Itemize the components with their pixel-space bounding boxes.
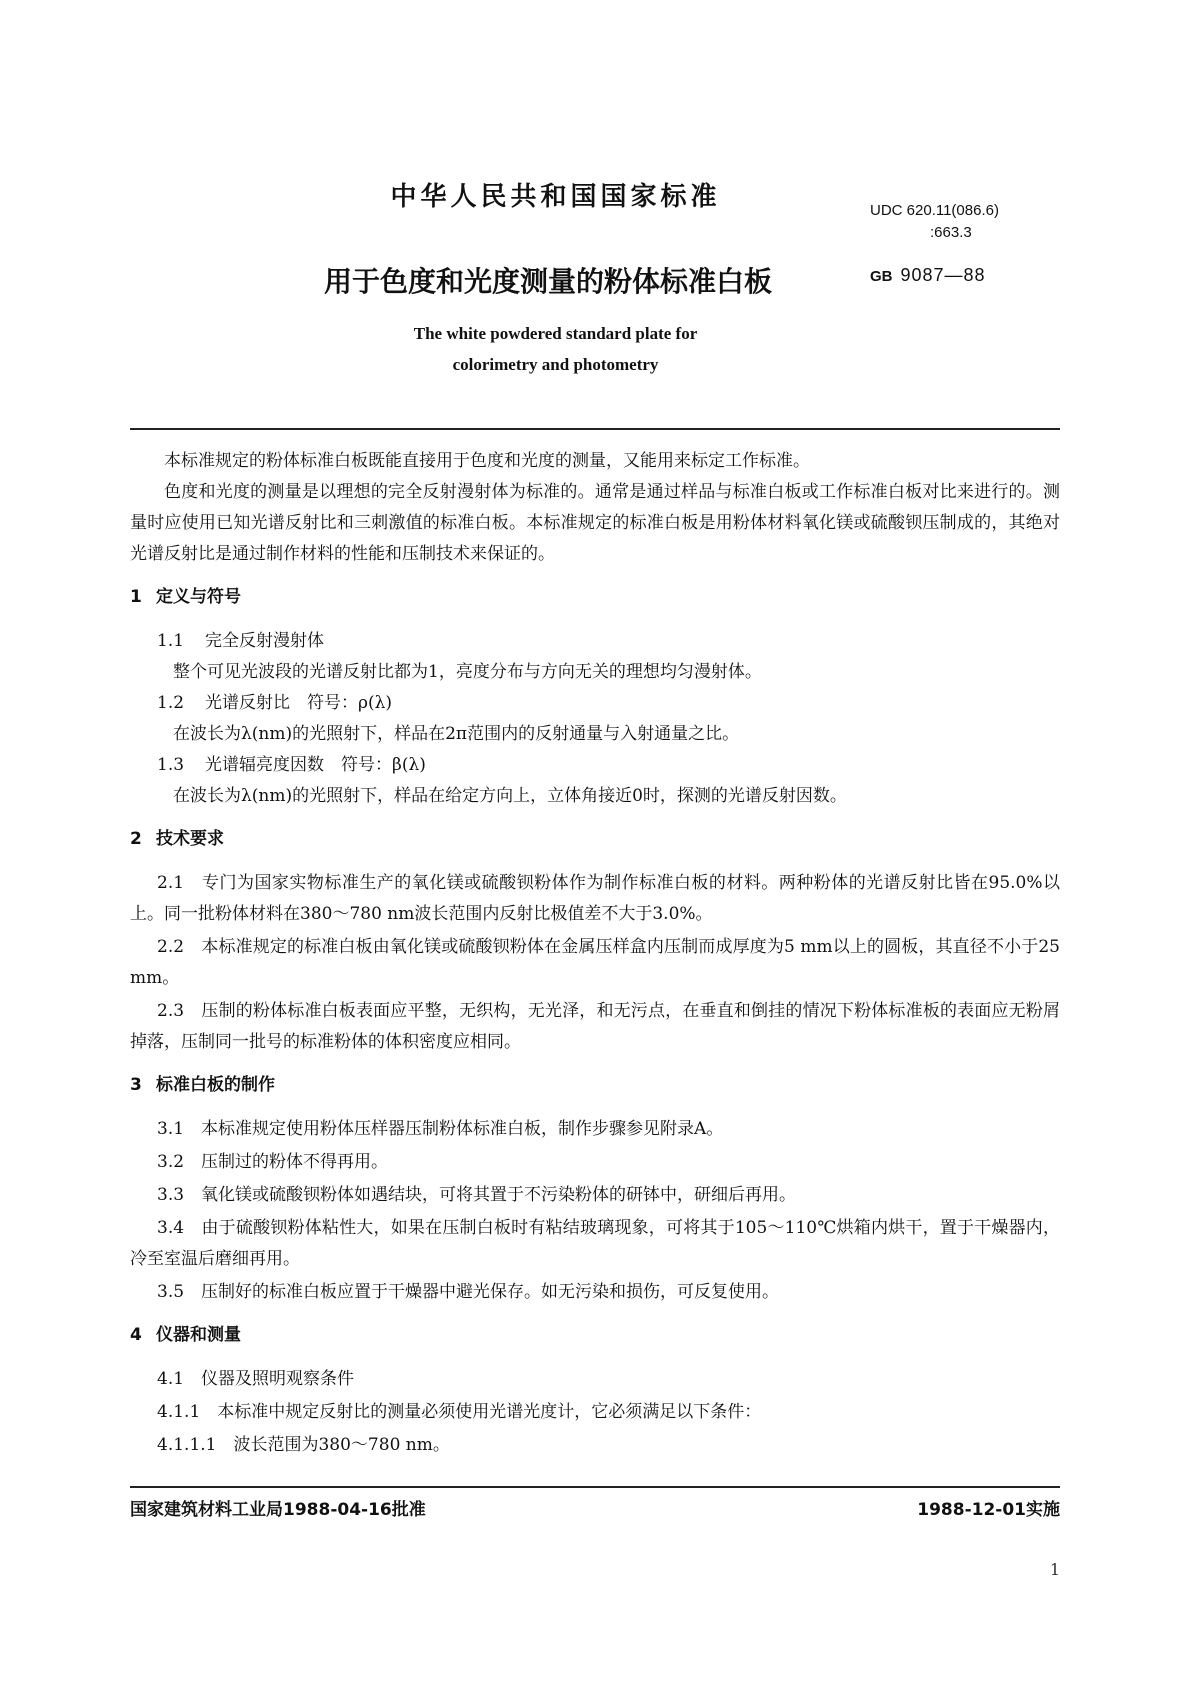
clause-text: 压制过的粉体不得再用。 <box>201 1152 389 1172</box>
section-number: 2 <box>130 829 142 849</box>
section-title: 仪器和测量 <box>156 1325 241 1345</box>
section-2-heading <box>130 824 1060 854</box>
intro-paragraph-2: 色度和光度的测量是以理想的完全反射漫射体为标准的。通常是通过样品与标准白板或工作标准白板对比来进行的。测量时应使用已知光谱反射比和三刺激值的标准白板。本标准规定的标准白板是用粉体材料氧化镁或硫酸钡压制成的，其绝对光谱反射比是通过制作材料的性能和压制技术来保证的。 <box>130 482 1060 564</box>
clause-text: 压制的粉体标准白板表面应平整，无织构，无光泽，和无污点，在垂直和倒挂的情况下粉体标准板的表面应无粉屑掉落，压制同一批号的标准粉体的体积密度应相同。 <box>130 1001 1061 1052</box>
clause-number: 4.1 <box>157 1369 185 1389</box>
section-number: 1 <box>130 587 142 607</box>
clause-2-2 <box>130 932 1060 994</box>
gb-number <box>870 265 986 286</box>
document-body <box>130 446 1060 1461</box>
clause-4-1-1-1 <box>130 1430 1060 1461</box>
header-divider <box>130 428 1060 430</box>
page-number: 1 <box>1049 1560 1060 1579</box>
section-3-heading <box>130 1070 1060 1100</box>
clause-label: 光谱反射比 符号：ρ(λ) <box>205 693 393 713</box>
clause-label: 光谱辐亮度因数 符号：β(λ) <box>205 755 426 775</box>
section-1-heading <box>130 582 1060 612</box>
clause-text: 氧化镁或硫酸钡粉体如遇结块，可将其置于不污染粉体的研钵中，研细后再用。 <box>201 1185 797 1205</box>
section-title: 标准白板的制作 <box>156 1075 275 1095</box>
clause-2-1 <box>130 868 1060 930</box>
clause-number: 3.1 <box>157 1119 185 1139</box>
gb-number-value: 9087—88 <box>900 265 986 285</box>
clause-number: 3.3 <box>157 1185 185 1205</box>
clause-text: 本标准规定的标准白板由氧化镁或硫酸钡粉体在金属压样盒内压制而成厚度为5 mm以上的圆板，其直径不小于25 mm。 <box>130 937 1061 988</box>
clause-text: 仪器及照明观察条件 <box>201 1369 355 1389</box>
clause-text: 本标准规定使用粉体压样器压制粉体标准白板，制作步骤参见附录A。 <box>201 1119 724 1139</box>
approval-note: 国家建筑材料工业局1988-04-16批准 <box>130 1500 426 1520</box>
clause-number: 1.3 <box>157 755 185 775</box>
udc-line-1: UDC 620.11(086.6) <box>870 202 999 219</box>
clause-number: 2.1 <box>157 873 185 893</box>
udc-code <box>870 200 999 244</box>
clause-1-1 <box>130 626 1060 657</box>
clause-number: 1.2 <box>157 693 185 713</box>
clause-3-5 <box>130 1277 1060 1308</box>
clause-3-1 <box>130 1114 1060 1145</box>
section-title: 技术要求 <box>156 829 224 849</box>
clause-number: 4.1.1 <box>157 1402 201 1422</box>
clause-text: 由于硫酸钡粉体粘性大，如果在压制白板时有粘结玻璃现象，可将其于105～110℃烘箱内烘干，置于干燥器内，冷至室温后磨细再用。 <box>130 1218 1061 1269</box>
national-standard-heading: 中华人民共和国国家标准 <box>390 182 721 212</box>
gb-prefix: GB <box>870 268 893 285</box>
document-title-en <box>0 318 1191 380</box>
clause-3-4 <box>130 1213 1060 1275</box>
clause-1-3-text: 在波长为λ(nm)的光照射下，样品在给定方向上，立体角接近0时，探测的光谱反射因数。 <box>173 786 847 806</box>
document-title-cn: 用于色度和光度测量的粉体标准白板 <box>323 265 772 298</box>
intro-paragraph-1: 本标准规定的粉体标准白板既能直接用于色度和光度的测量，又能用来标定工作标准。 <box>164 451 810 471</box>
clause-text: 压制好的标准白板应置于干燥器中避光保存。如无污染和损伤，可反复使用。 <box>201 1282 780 1302</box>
clause-label: 完全反射漫射体 <box>205 631 324 651</box>
section-title: 定义与符号 <box>156 587 241 607</box>
title-en-line-2: colorimetry and photometry <box>452 355 659 374</box>
section-4-heading <box>130 1320 1060 1350</box>
clause-3-2 <box>130 1147 1060 1178</box>
clause-4-1 <box>130 1364 1060 1395</box>
clause-number: 2.2 <box>157 937 185 957</box>
clause-4-1-1 <box>130 1397 1060 1428</box>
clause-text: 波长范围为380～780 nm。 <box>233 1435 450 1455</box>
footer-divider <box>130 1486 1060 1488</box>
clause-number: 4.1.1.1 <box>157 1435 217 1455</box>
clause-1-3 <box>130 750 1060 781</box>
section-number: 4 <box>130 1325 142 1345</box>
clause-1-2 <box>130 688 1060 719</box>
udc-line-2: :663.3 <box>930 224 972 241</box>
clause-number: 2.3 <box>157 1001 185 1021</box>
clause-number: 3.5 <box>157 1282 185 1302</box>
clause-text: 专门为国家实物标准生产的氧化镁或硫酸钡粉体作为制作标准白板的材料。两种粉体的光谱反射比皆在95.0%以上。同一批粉体材料在380～780 nm波长范围内反射比极值差不大于3.0%。 <box>130 873 1061 924</box>
title-en-line-1: The white powdered standard plate for <box>413 324 698 343</box>
clause-1-1-text: 整个可见光波段的光谱反射比都为1，亮度分布与方向无关的理想均匀漫射体。 <box>173 662 762 682</box>
clause-number: 1.1 <box>157 631 185 651</box>
clause-number: 3.2 <box>157 1152 185 1172</box>
clause-text: 本标准中规定反射比的测量必须使用光谱光度计，它必须满足以下条件： <box>217 1402 762 1422</box>
clause-3-3 <box>130 1180 1060 1211</box>
clause-1-2-text: 在波长为λ(nm)的光照射下，样品在2π范围内的反射通量与入射通量之比。 <box>173 724 740 744</box>
clause-2-3 <box>130 996 1060 1058</box>
section-number: 3 <box>130 1075 142 1095</box>
implementation-date: 1988-12-01实施 <box>917 1500 1060 1520</box>
clause-number: 3.4 <box>157 1218 185 1238</box>
